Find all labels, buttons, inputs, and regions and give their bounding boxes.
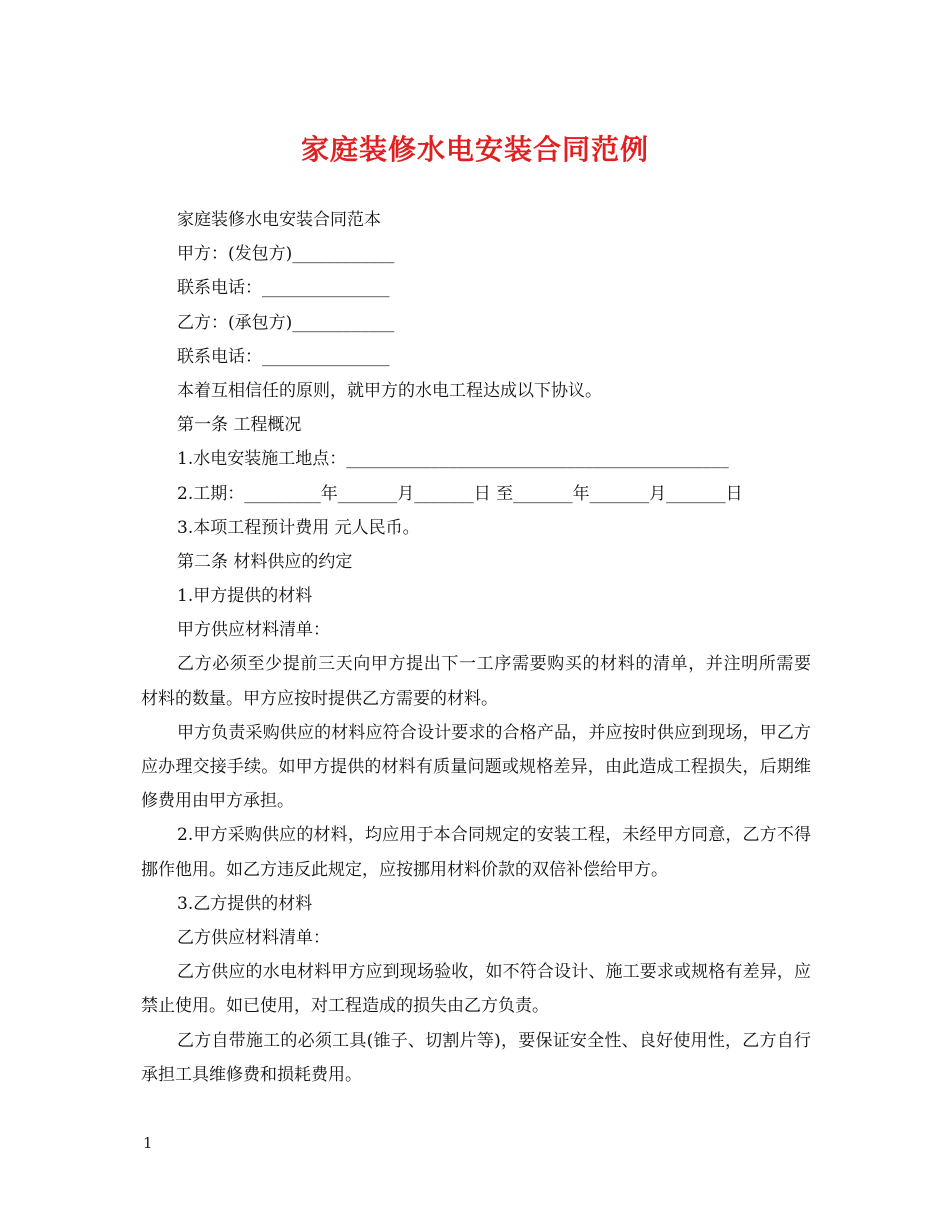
party-a-materials-heading: 1.甲方提供的材料 — [177, 586, 313, 607]
paragraph-material-request: 乙方必须至少提前三天向甲方提出下一工序需要购买的材料的清单，并注明所需要 材料的数量。甲方应按时提供乙方需要的材料。 — [141, 654, 811, 709]
document-body — [141, 203, 811, 1092]
party-b-line: 乙方：(承包方)____________ — [177, 312, 395, 333]
party-b-materials-list-label: 乙方供应材料清单： — [177, 928, 330, 949]
party-a-line: 甲方：(发包方)____________ — [177, 244, 395, 265]
subtitle-line: 家庭装修水电安装合同范本 — [177, 210, 381, 230]
site-address-line: 1.水电安装施工地点：_____________________________________________ — [177, 449, 729, 470]
party-b-materials-heading: 3.乙方提供的材料 — [177, 893, 313, 914]
page-number: 1 — [143, 1134, 153, 1152]
party-b-phone-line: 联系电话：_______________ — [177, 346, 390, 367]
paragraph-party-b-tools: 乙方自带施工的必须工具(锥子、切割片等)，要保证安全性、良好使用性，乙方自行承担工具维修费和损耗费用。 — [141, 1030, 811, 1085]
paragraph-material-use: 2.甲方采购供应的材料，均应用于本合同规定的安装工程，未经甲方同意，乙方不得挪作他用。如乙方违反此规定，应按挪用材料价款的双倍补偿给甲方。 — [141, 825, 811, 880]
document-title: 家庭装修水电安装合同范例 — [300, 133, 649, 166]
article-2-heading: 第二条 材料供应的约定 — [177, 551, 353, 572]
article-1-heading: 第一条 工程概况 — [177, 415, 302, 436]
paragraph-party-a-quality: 甲方负责采购供应的材料应符合设计要求的合格产品，并应按时供应到现场，甲乙方应办理交接手续。如甲方提供的材料有质量问题或规格差异，由此造成工程损失，后期维修费用由甲方承担。 — [141, 722, 811, 812]
duration-line: 2.工期：_________年_______月_______日 至_______年_______月_______日 — [177, 483, 743, 504]
preamble-line: 本着互相信任的原则，就甲方的水电工程达成以下协议。 — [177, 380, 602, 401]
party-a-phone-line: 联系电话：_______________ — [177, 278, 390, 299]
paragraph-party-b-inspection: 乙方供应的水电材料甲方应到现场验收，如不符合设计、施工要求或规格有差异，应禁止使用。如已使用，对工程造成的损失由乙方负责。 — [141, 962, 811, 1017]
cost-line: 3.本项工程预计费用 元人民币。 — [177, 517, 420, 538]
party-a-materials-list-label: 甲方供应材料清单： — [177, 620, 330, 641]
